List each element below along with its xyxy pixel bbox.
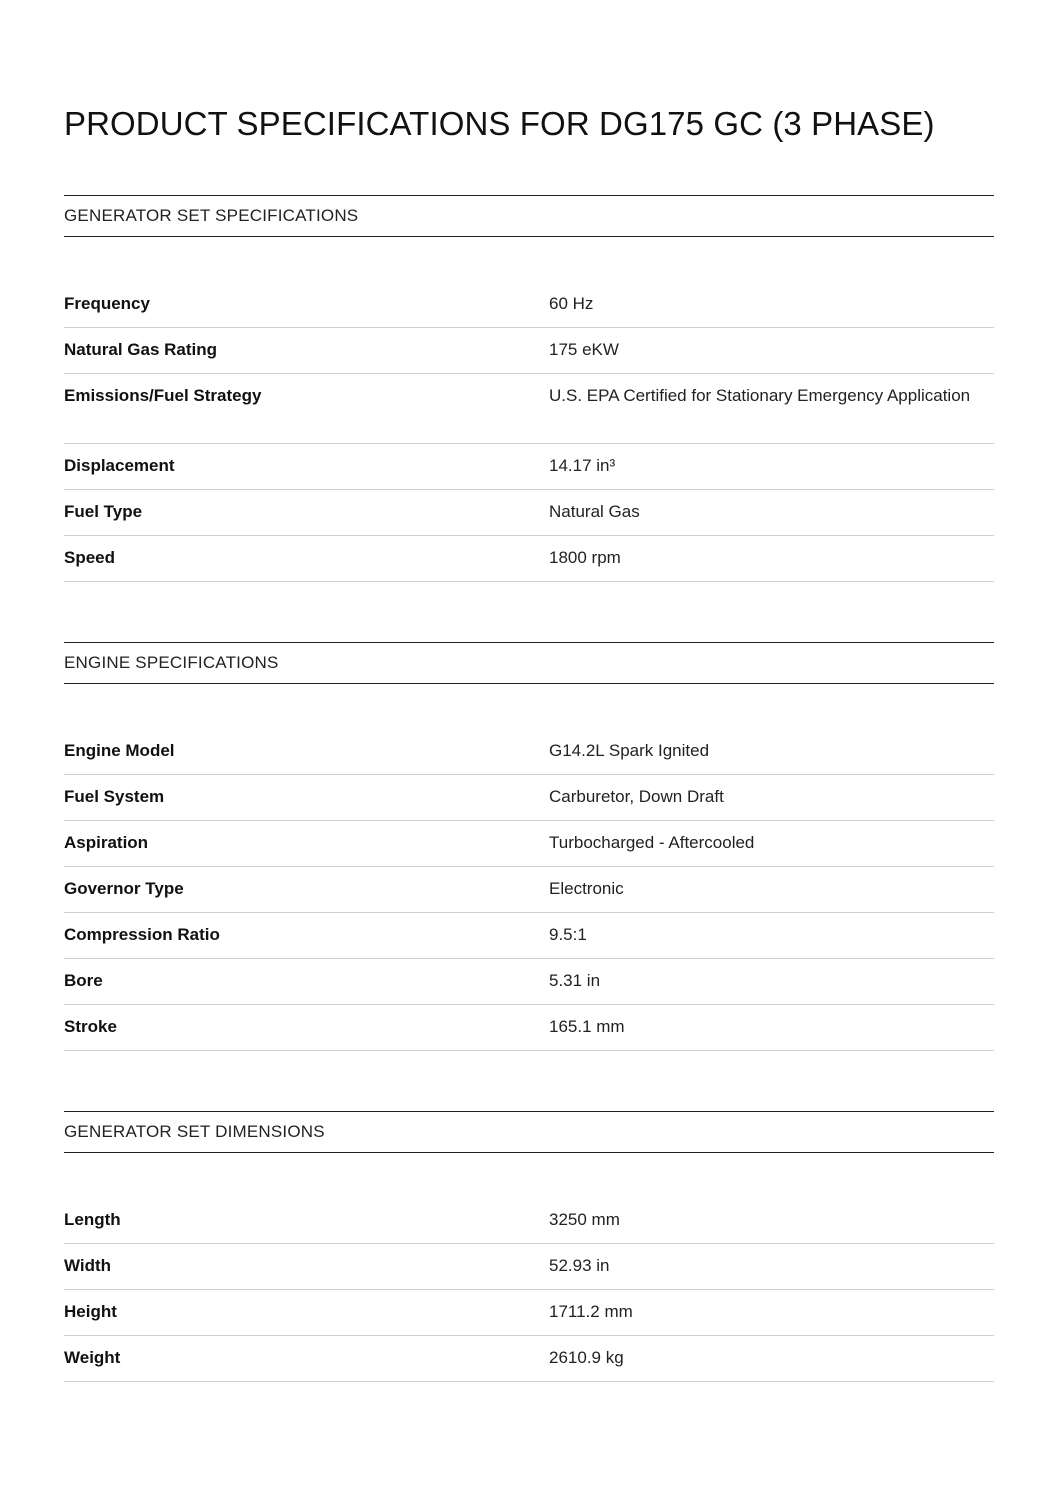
spec-value: 9.5:1 [549,925,587,944]
spec-value: 2610.9 kg [549,1348,624,1367]
spec-value: Electronic [549,879,624,898]
spec-row-compression-ratio [64,913,994,959]
spec-value: 52.93 in [549,1256,610,1275]
spec-label: Stroke [64,1017,117,1036]
spec-label: Speed [64,548,116,567]
spec-label: Fuel Type [64,502,143,521]
spec-label: Length [64,1210,121,1229]
spec-row-aspiration [64,821,994,867]
section-engine-specifications [64,642,994,1051]
spec-row-stroke [64,1005,994,1051]
spec-row-frequency [64,282,994,328]
spec-row-emissions-fuel-strategy [64,374,994,444]
spec-label: Bore [64,971,103,990]
spec-document [64,0,994,1367]
section-generator-set-dimensions [64,1111,994,1382]
spec-label: Natural Gas Rating [64,340,218,359]
spec-row-fuel-type [64,490,994,536]
spec-label: Width [64,1256,112,1275]
spec-value: U.S. EPA Certified for Stationary Emergency Application [549,386,971,405]
spec-label: Frequency [64,294,150,313]
spec-label: Compression Ratio [64,925,220,944]
spec-row-weight [64,1336,994,1382]
spec-row-speed [64,536,994,582]
spec-table [64,729,994,1051]
spec-label: Aspiration [64,833,149,852]
spec-value: Turbocharged - Aftercooled [549,833,755,852]
spec-label: Displacement [64,456,175,475]
section-heading: ENGINE SPECIFICATIONS [64,642,994,684]
spec-value: 165.1 mm [549,1017,625,1036]
spec-value: 14.17 in³ [549,456,616,475]
spec-table [64,1198,994,1382]
spec-row-engine-model [64,729,994,775]
spec-row-height [64,1290,994,1336]
spec-label: Height [64,1302,117,1321]
spec-row-length [64,1198,994,1244]
spec-value: 3250 mm [549,1210,620,1229]
section-generator-set-specifications [64,195,994,582]
spec-label: Engine Model [64,741,175,760]
page-title: PRODUCT SPECIFICATIONS FOR DG175 GC (3 PHASE) [64,105,935,142]
spec-value: 1800 rpm [549,548,621,567]
spec-table [64,282,994,582]
spec-label: Governor Type [64,879,184,898]
spec-row-displacement [64,444,994,490]
spec-value: G14.2L Spark Ignited [549,741,710,760]
spec-value: Carburetor, Down Draft [549,787,724,806]
spec-row-bore [64,959,994,1005]
spec-value: 60 Hz [549,294,594,313]
spec-row-width [64,1244,994,1290]
spec-row-governor-type [64,867,994,913]
spec-value: 5.31 in [549,971,601,990]
spec-row-natural-gas-rating [64,328,994,374]
spec-value: Natural Gas [549,502,640,521]
section-heading: GENERATOR SET DIMENSIONS [64,1111,994,1153]
spec-value: 1711.2 mm [549,1302,633,1321]
spec-value: 175 eKW [549,340,619,359]
spec-label: Fuel System [64,787,165,806]
section-heading: GENERATOR SET SPECIFICATIONS [64,195,994,237]
spec-label: Emissions/Fuel Strategy [64,386,262,405]
spec-row-fuel-system [64,775,994,821]
spec-label: Weight [64,1348,121,1367]
